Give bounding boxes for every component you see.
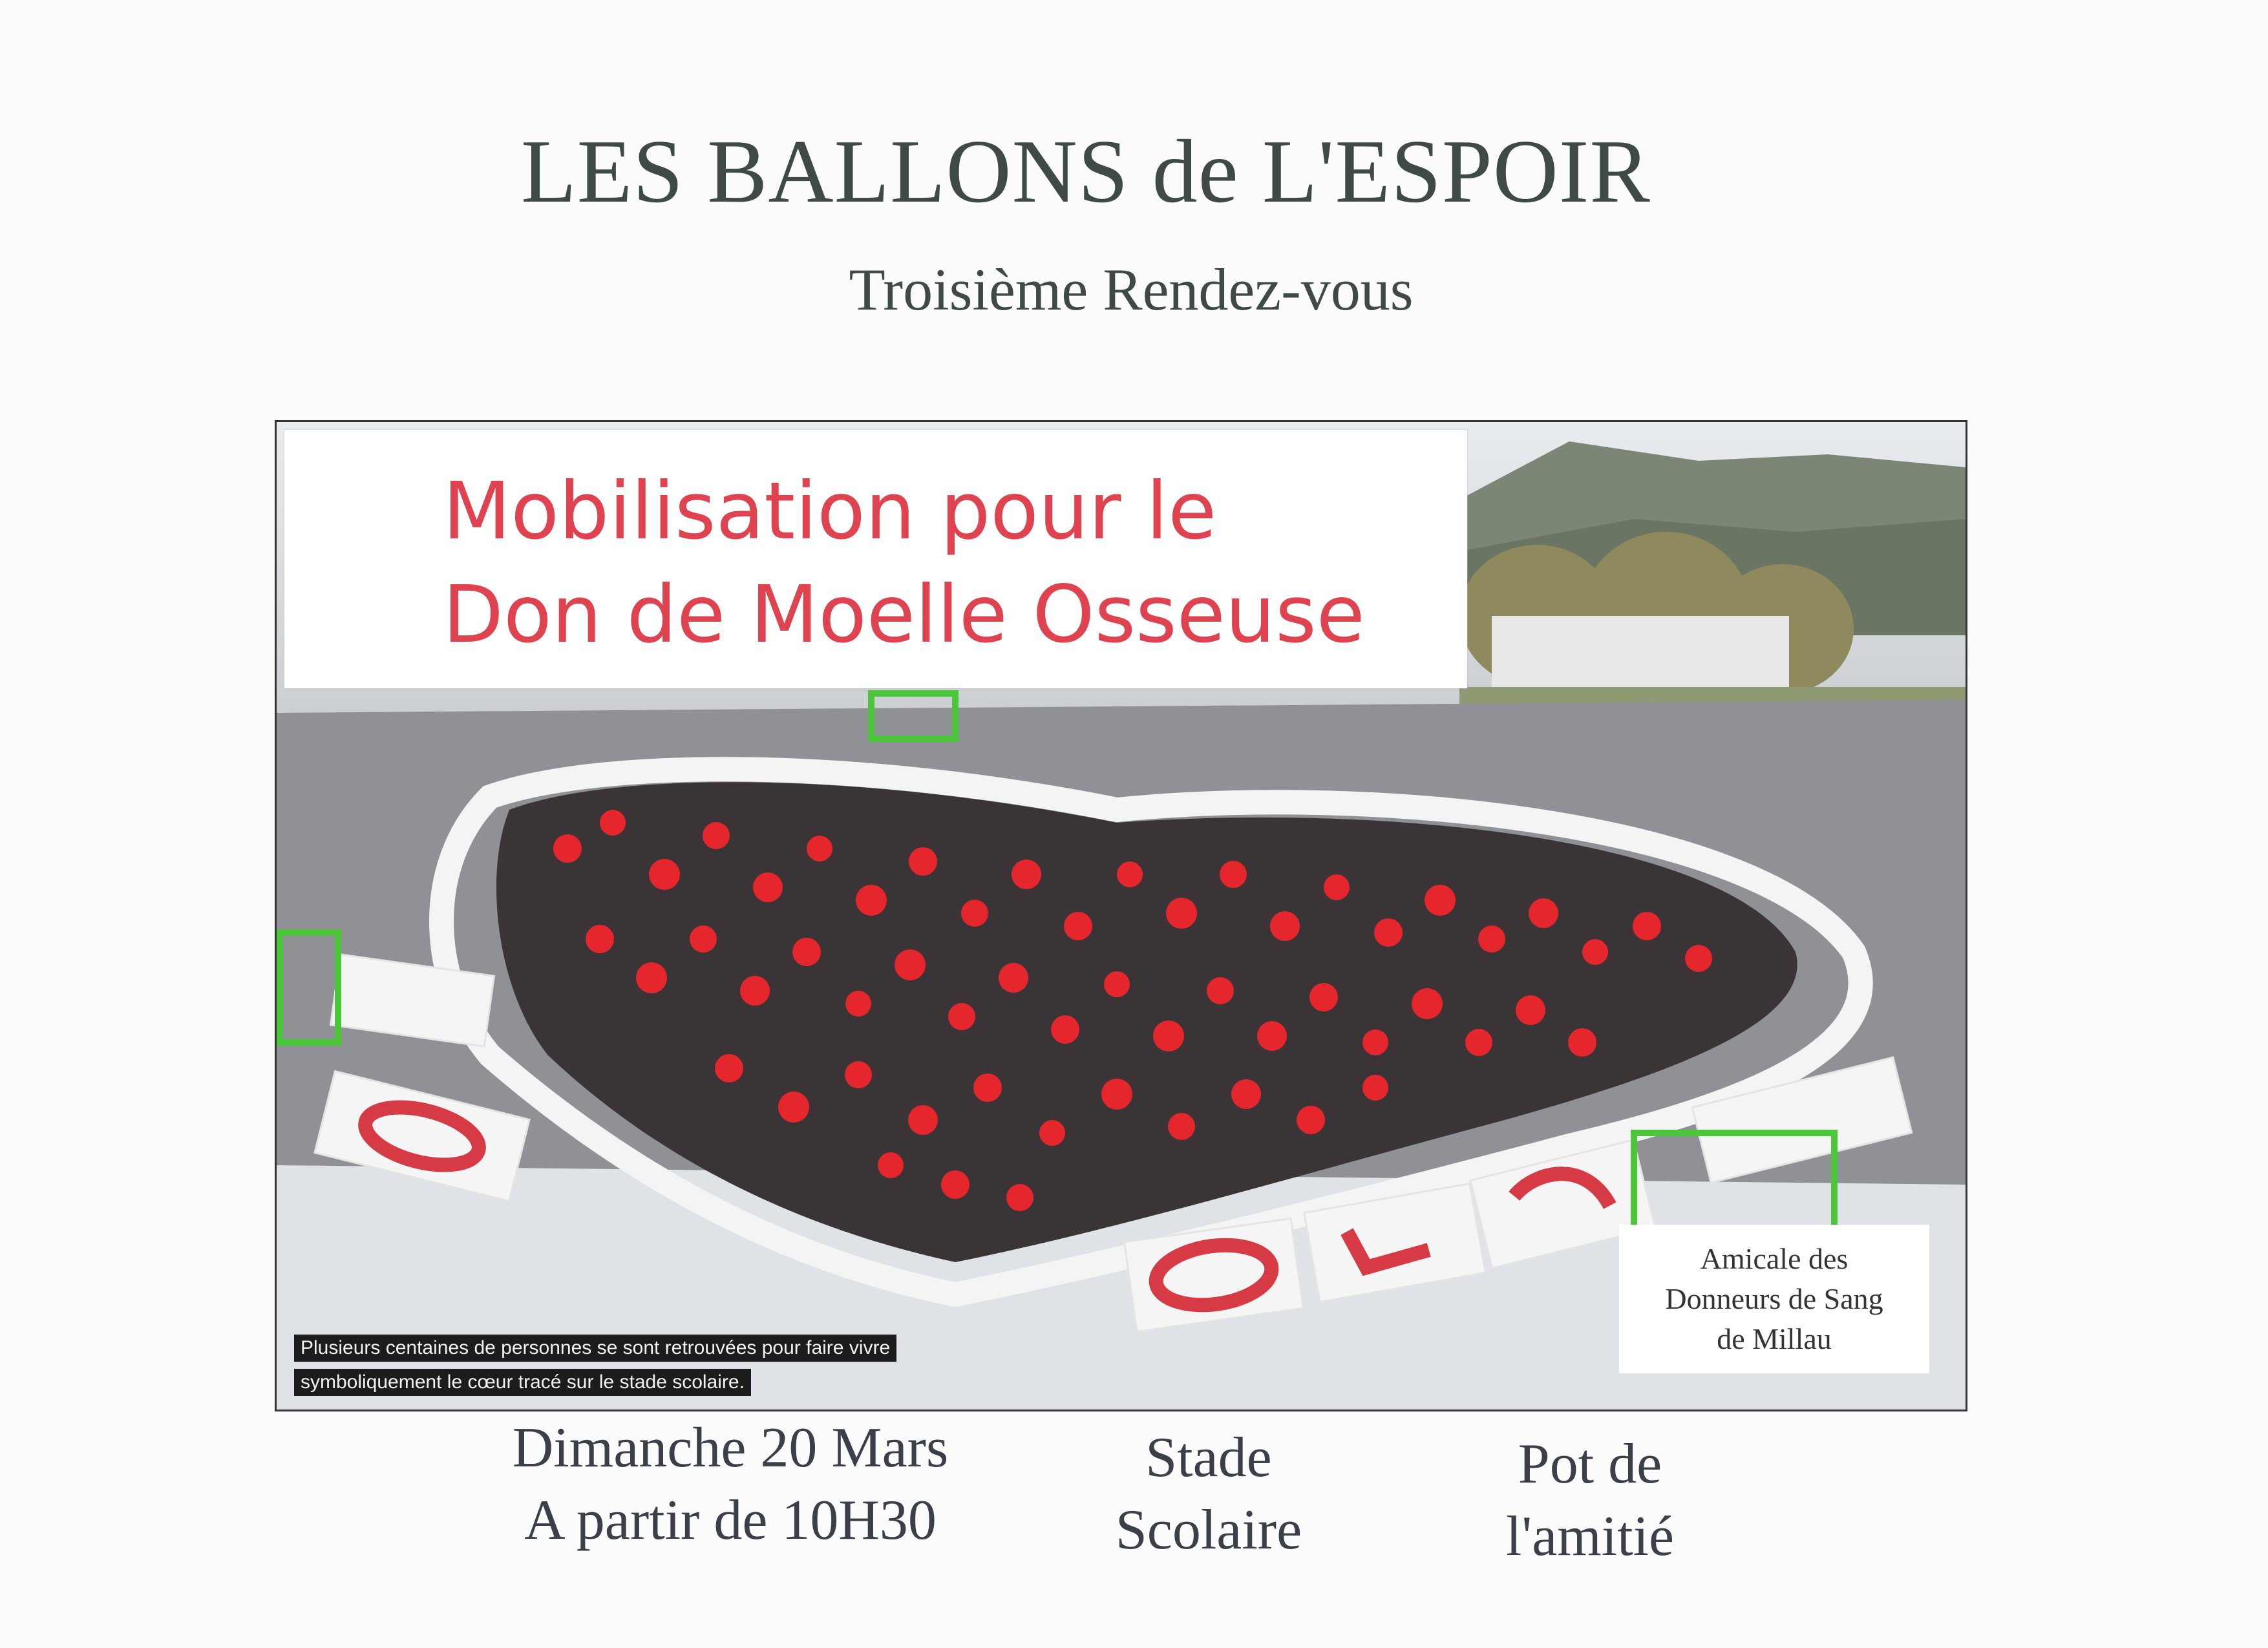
- photo-caption-line-1: Plusieurs centaines de personnes se sont retrouvées pour faire vivre: [294, 1335, 896, 1362]
- credit-line-2: Donneurs de Sang: [1665, 1282, 1883, 1315]
- banner-line-1: Mobilisation pour le: [443, 465, 1217, 557]
- credit-line-1: Amicale des: [1700, 1242, 1849, 1275]
- event-reception-line-2: l'amitié: [1505, 1505, 1675, 1568]
- photo-caption-line-2: symboliquement le cœur tracé sur le stade scolaire.: [294, 1369, 751, 1396]
- credit-line-3: de Millau: [1717, 1322, 1832, 1355]
- event-date-line-2: A partir de 10H30: [524, 1489, 937, 1552]
- event-place-line-2: Scolaire: [1115, 1499, 1302, 1561]
- credit-box: [1619, 1225, 1929, 1373]
- event-date-line-1: Dimanche 20 Mars: [512, 1417, 949, 1479]
- poster-title: LES BALLONS de L'ESPOIR: [521, 121, 1651, 222]
- banner-line-2: Don de Moelle Osseuse: [443, 569, 1365, 660]
- event-reception-line-1: Pot de: [1518, 1433, 1662, 1495]
- event-place-line-1: Stade: [1145, 1426, 1272, 1489]
- event-date: [452, 1412, 1008, 1557]
- banner-box: [284, 430, 1467, 688]
- poster-subtitle: Troisième Rendez-vous: [849, 257, 1414, 322]
- event-reception: [1474, 1428, 1706, 1573]
- event-place: [1073, 1422, 1344, 1567]
